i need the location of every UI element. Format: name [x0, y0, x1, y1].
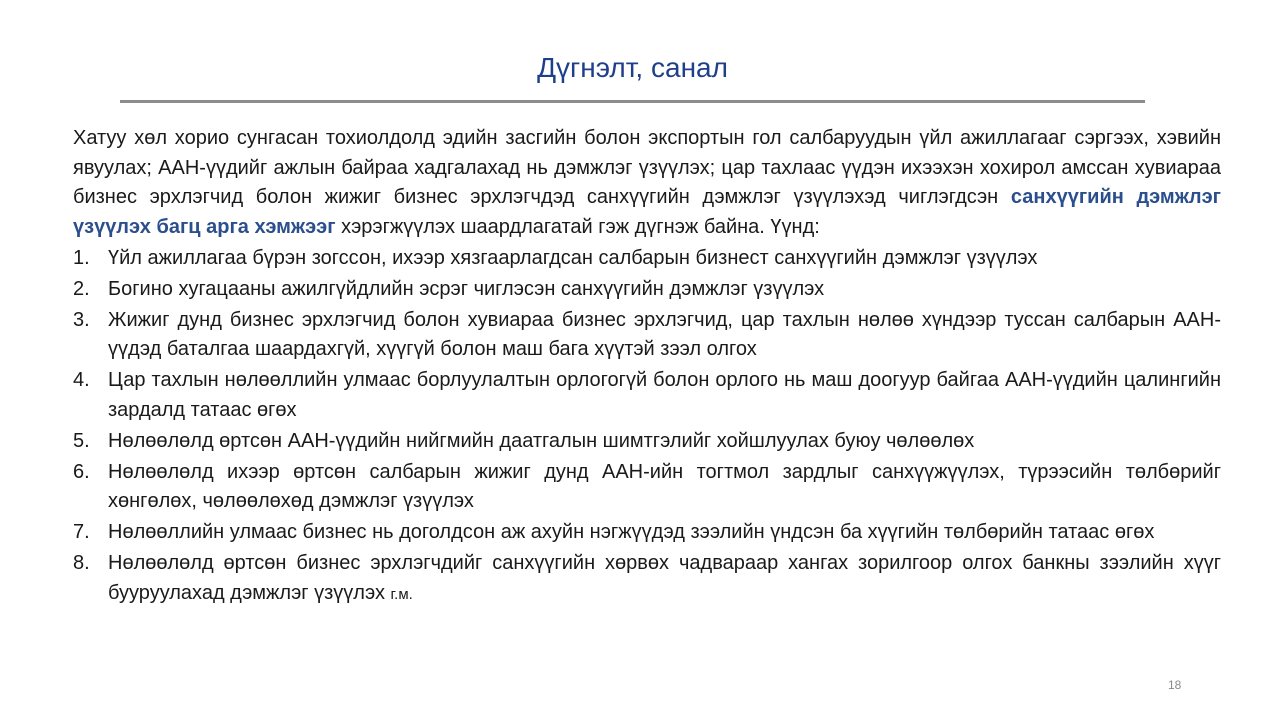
title-divider: [120, 100, 1145, 103]
list-item-text: Нөлөөлөлд өртсөн бизнес эрхлэгчдийг санхүүгийн хөрвөх чадвараар хангах зорилгоор олгох банкны зээлийн хүүг бууруулахад дэмжлэг үзүүлэх: [108, 552, 1221, 604]
recommendation-list: [73, 244, 1221, 610]
intro-paragraph: [73, 124, 1221, 242]
list-item-text: Богино хугацааны ажилгүйдлийн эсрэг чиглэсэн санхүүгийн дэмжлэг үзүүлэх: [108, 277, 825, 300]
intro-highlight: санхүүгийн дэмжлэг үзүүлэх багц арга хэмжээг: [73, 186, 1221, 238]
list-item-text: Нөлөөлөлд өртсөн ААН-үүдийн нийгмийн даатгалын шимтгэлийг хойшлуулах буюу чөлөөлөх: [108, 429, 975, 452]
list-item-number: 6.: [73, 460, 90, 483]
list-item-text: Үйл ажиллагаа бүрэн зогссон, ихээр хязгаарлагдсан салбарын бизнест санхүүгийн дэмжлэг үзүүлэх: [108, 246, 1038, 269]
list-item-text: Жижиг дунд бизнес эрхлэгчид болон хувиараа бизнес эрхлэгчид, цар тахлын нөлөө хүндээр туссан салбарын ААН-үүдэд баталгаа шаардахгүй, хүүгүй болон маш бага хүүтэй зээл олгох: [108, 308, 1221, 360]
list-item-number: 4.: [73, 369, 90, 391]
list-item-number: 3.: [73, 308, 90, 331]
list-item-number: 1.: [73, 246, 90, 269]
list-item-text: Нөлөөллийн улмаас бизнес нь доголдсон аж ахуйн нэгжүүдэд зээлийн үндсэн ба хүүгийн төлбөрийн татаас өгөх: [108, 521, 1155, 543]
list-item: [73, 275, 1221, 305]
list-item-suffix: г.м.: [390, 585, 413, 603]
list-item-number: 2.: [73, 277, 90, 300]
list-item: [73, 549, 1221, 609]
slide-body: [73, 124, 1221, 609]
list-item: [73, 366, 1221, 425]
list-item: [73, 458, 1221, 517]
list-item-text: Цар тахлын нөлөөллийн улмаас борлуулалтын орлогогүй болон орлого нь маш доогуур байгаа ААН-үүдийн цалингийн зардалд татаас өгөх: [108, 369, 1221, 421]
list-item: [73, 427, 1221, 457]
list-item-number: 5.: [73, 429, 90, 452]
list-item: [73, 518, 1221, 548]
slide-title: Дүгнэлт, санал: [537, 52, 728, 83]
list-item: [73, 306, 1221, 365]
page-number: 18: [1168, 678, 1182, 692]
list-item-number: 8.: [73, 552, 90, 574]
list-item-text: Нөлөөлөлд ихээр өртсөн салбарын жижиг дунд ААН-ийн тогтмол зардлыг санхүүжүүлэх, түрээсийн төлбөрийг хөнгөлөх, чөлөөлөхөд дэмжлэг үзүүлэх: [108, 460, 1221, 512]
list-item: [73, 244, 1221, 274]
intro-text-before: Хатуу хөл хорио сунгасан тохиолдолд эдийн засгийн болон экспортын гол салбаруудын үйл ажиллагааг сэргээх, хэвийн явуулах; ААН-үүдийг ажлын байраа хадгалахад нь дэмжлэг үзүүлэх; цар тахлаас үүдэн ихээхэн хохирол амссан хувиараа бизнес эрхлэгчид болон жижиг бизнес эрхлэгчдэд санхүүгийн дэмжлэг үзүүлэхэд чиглэгдсэн: [73, 127, 1221, 208]
intro-text-after: хэрэгжүүлэх шаардлагатай гэж дүгнэж байна. Үүнд:: [335, 215, 820, 238]
list-item-number: 7.: [73, 521, 90, 543]
